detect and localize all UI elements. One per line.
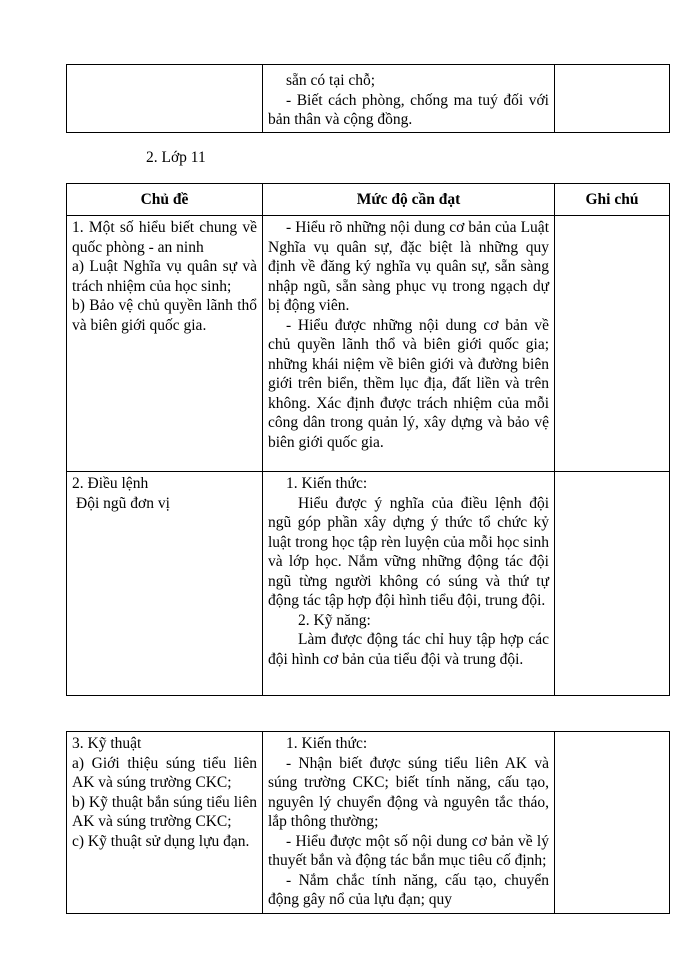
topic-line: 3. Kỹ thuật [72,735,142,752]
content-paragraph: Làm được động tác chỉ huy tập hợp các đội hình cơ bản của tiểu đội và trung đội. [268,631,549,668]
top-topic-cell [67,65,263,133]
top-table [66,64,670,133]
table-row [67,216,670,472]
topic-cell [67,472,263,696]
content-cell [263,216,555,472]
section-heading: 2. Lớp 11 [146,149,206,166]
header-content: Mức độ cần đạt [263,184,555,216]
table-row [67,65,670,133]
content-subheading: 2. Kỹ năng: [298,611,371,629]
content-cell [263,732,555,914]
top-content-cell [263,65,555,133]
main-table [66,183,670,696]
content-paragraph: - Hiểu được những nội dung cơ bản về chủ quyền lãnh thổ và biên giới quốc gia; những khái niệm về biên giới và đường biên giới trên biển, thềm lục địa, đất liền và trên không. Xác định được trách nhiệm của mỗi công dân trong quản lý, xây dựng và bảo vệ biên giới quốc gia. [268,316,549,451]
header-note: Ghi chú [555,184,670,216]
topic-line: b) Bảo vệ chủ quyền lãnh thổ và biên giới quốc gia. [72,297,257,334]
topic-line: 1. Một số hiểu biết chung về quốc phòng - an ninh [72,219,257,256]
topic-line: 2. Điều lệnh [72,475,149,492]
note-cell [555,732,670,914]
content-paragraph: - Nắm chắc tính năng, cấu tạo, chuyển động gây nổ của lựu đạn; quy [268,871,549,908]
content-paragraph: - Hiểu rõ những nội dung cơ bản của Luật Nghĩa vụ quân sự, đặc biệt là những quy định về đăng ký nghĩa vụ quân sự, sẵn sàng nhập ngũ, sẵn sàng phục vụ trong ngạch dự bị động viên. [268,219,549,314]
topic-line: b) Kỹ thuật bắn súng tiểu liên AK và súng trường CKC; [72,793,257,830]
topic-line: a) Luật Nghĩa vụ quân sự và trách nhiệm của học sinh; [72,258,257,295]
top-content-line: sẵn có tại chỗ; [286,72,376,89]
top-content-line: - Biết cách phòng, chống ma tuý đối với bản thân và cộng đồng. [268,91,549,128]
content-paragraph: Hiểu được ý nghĩa của điều lệnh đội ngũ góp phần xây dựng ý thức tổ chức kỷ luật trong học tập rèn luyện của mỗi học sinh và lớp học. Nắm vững những động tác đội ngũ từng người không có súng và thứ tự động tác tập hợp đội hình tiểu đội, trung đội. [268,494,549,609]
content-paragraph: - Hiểu được một số nội dung cơ bản về lý thuyết bắn và động tác bắn mục tiêu cố định; [268,832,549,869]
topic-line: c) Kỹ thuật sử dụng lựu đạn. [72,832,250,850]
note-cell [555,472,670,696]
topic-cell [67,732,263,914]
header-topic: Chủ đề [67,184,263,216]
header-row [67,184,670,216]
topic-line: Đội ngũ đơn vị [76,494,170,512]
top-note-cell [555,65,670,133]
table-row [67,472,670,696]
topic-cell [67,216,263,472]
note-cell [555,216,670,472]
content-subheading: 1. Kiến thức: [286,735,368,752]
content-subheading: 1. Kiến thức: [286,475,368,492]
content-paragraph: - Nhận biết được súng tiểu liên AK và súng trường CKC; biết tính năng, cấu tạo, nguyên lý chuyển động và nguyên tắc tháo, lắp thông thường; [268,754,549,830]
content-cell [263,472,555,696]
bottom-table [66,731,670,914]
table-row [67,732,670,914]
topic-line: a) Giới thiệu súng tiểu liên AK và súng trường CKC; [72,754,257,791]
